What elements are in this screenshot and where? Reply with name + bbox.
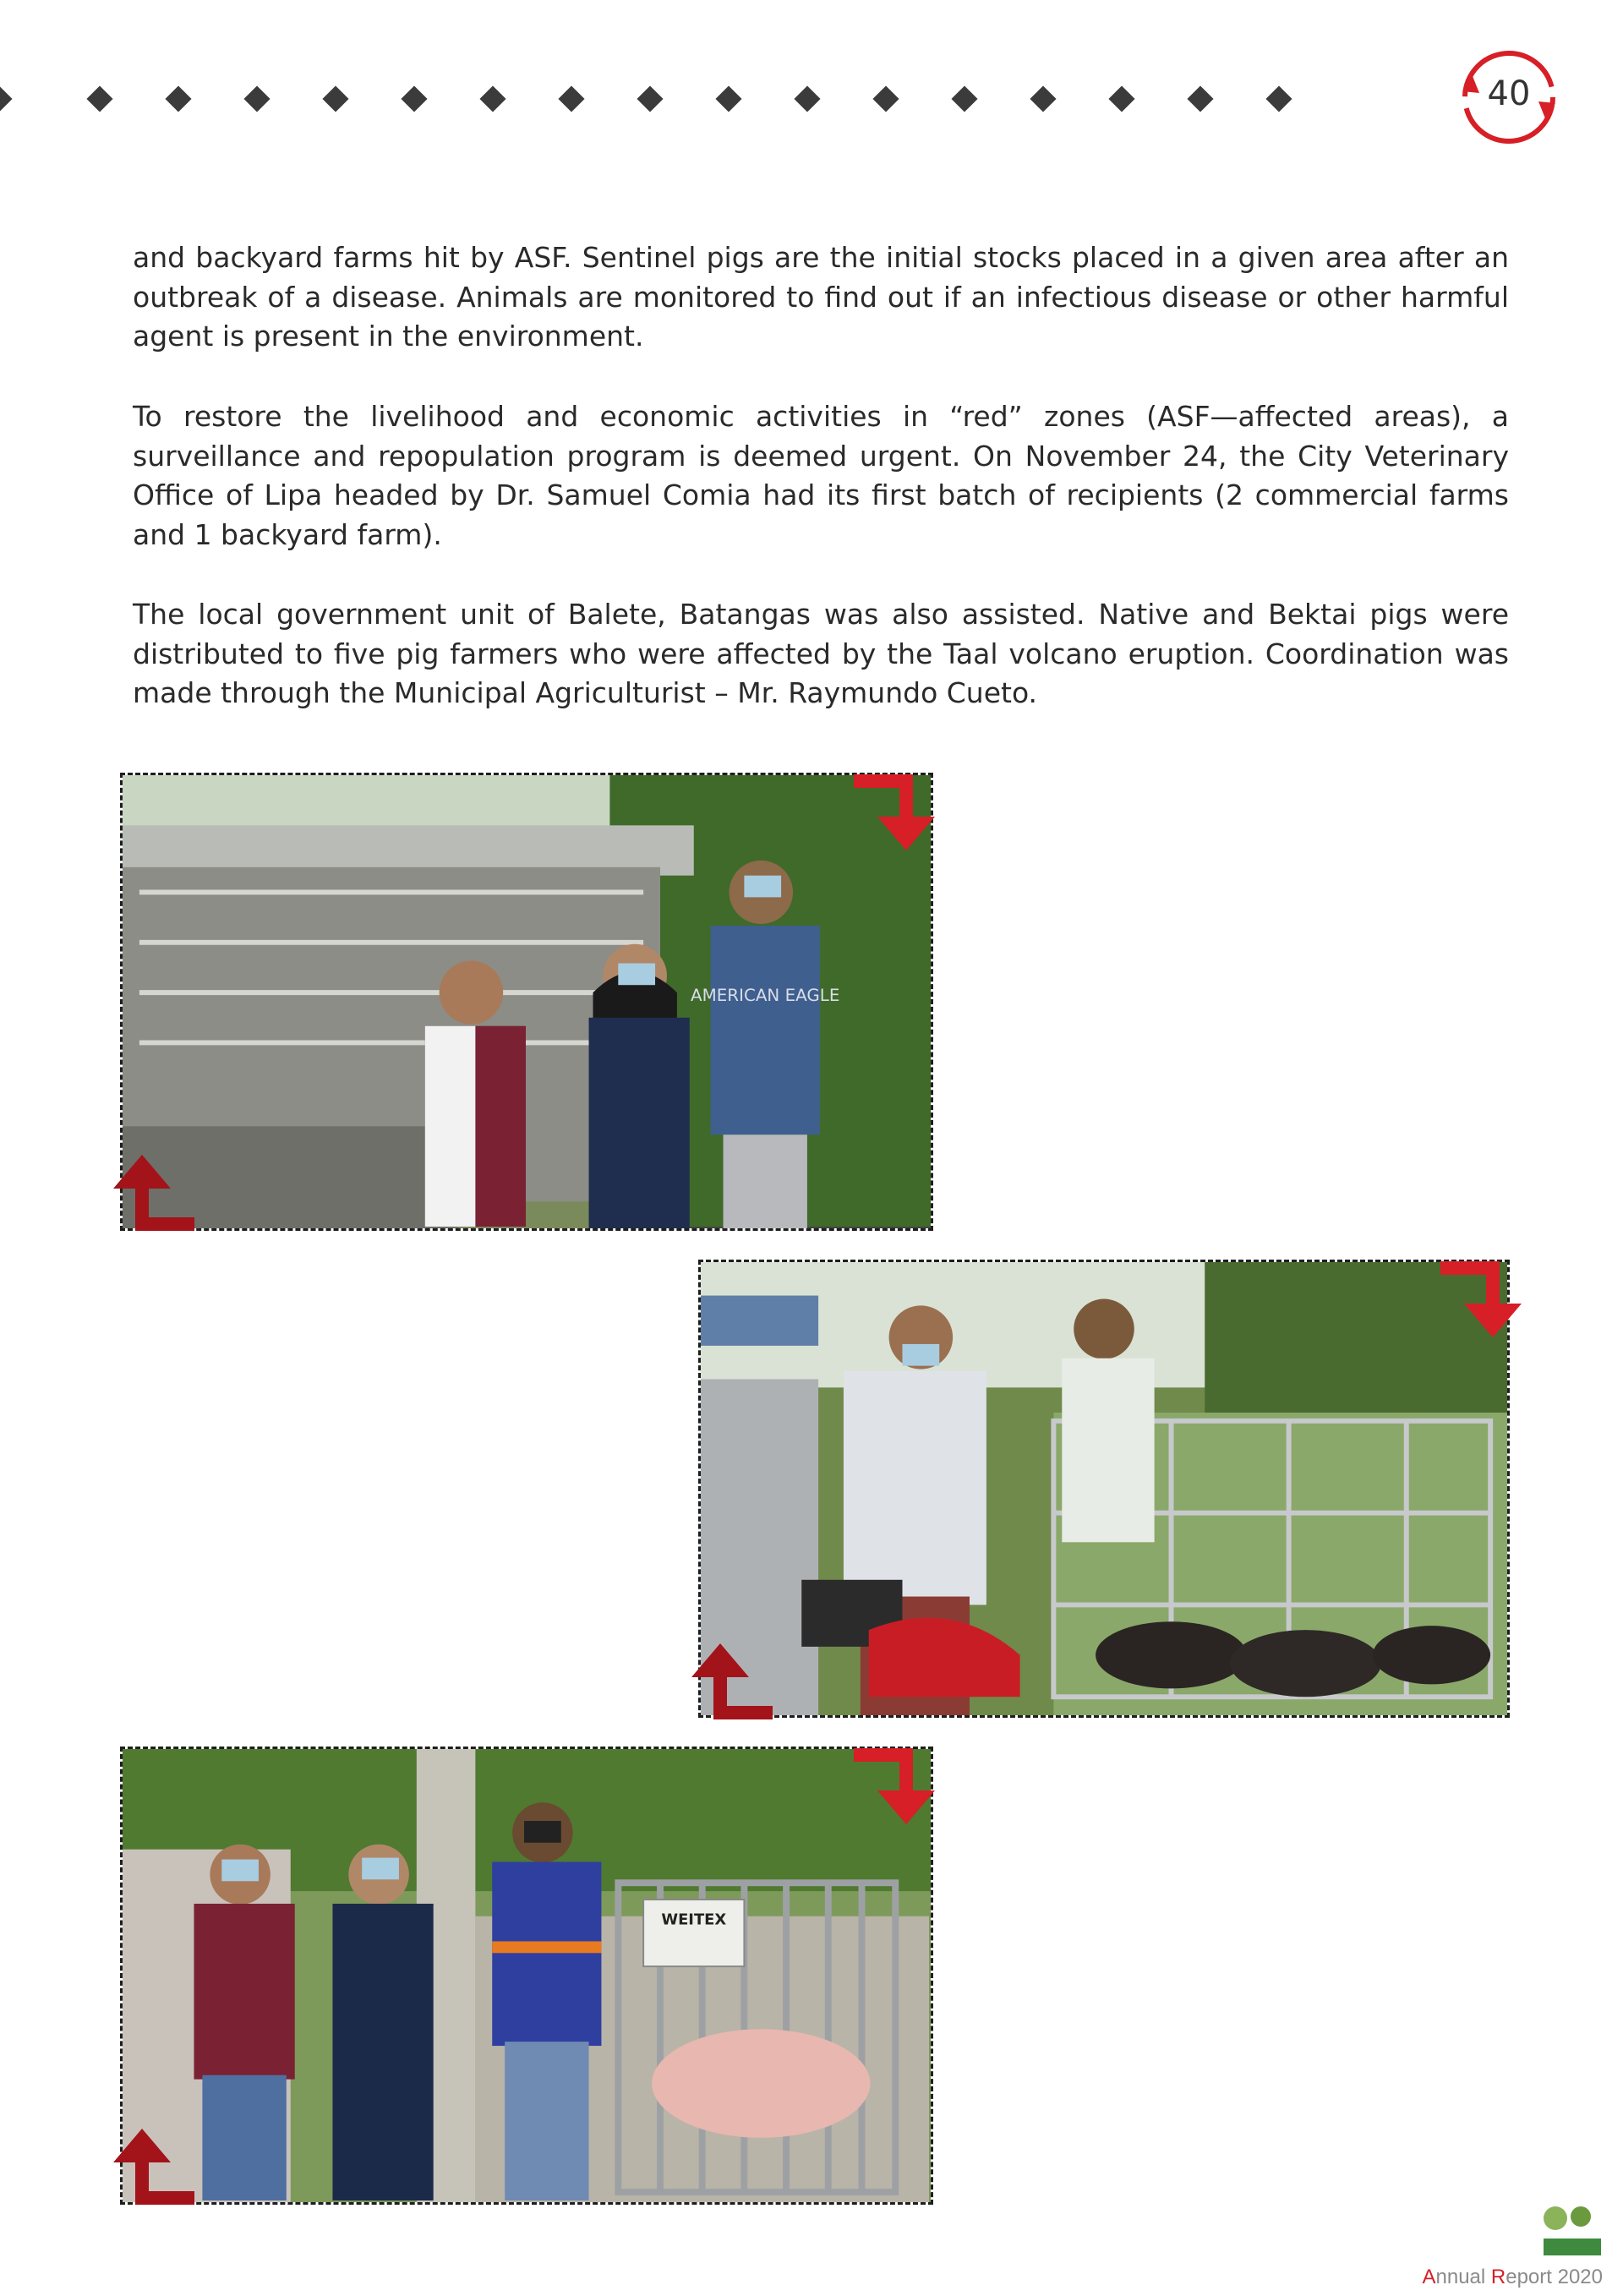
arrow-down-corner-icon: [1440, 1253, 1533, 1346]
header-diamond: [401, 85, 427, 112]
header-diamond: [165, 85, 191, 112]
page-number-badge: [1454, 51, 1564, 144]
photo-balete-farmers: [698, 1260, 1510, 1718]
header-diamond: [0, 85, 13, 112]
header-diamond: [243, 85, 270, 112]
footer-r: R: [1490, 2266, 1506, 2288]
header-diamond: [322, 85, 348, 112]
arrow-down-corner-icon: [854, 766, 947, 859]
header-diamond-row: [0, 83, 1319, 117]
footer-annual-report: [1422, 2266, 1603, 2289]
photo-lipa-scene: [123, 775, 931, 1228]
photo-lipa-recipients: [120, 773, 933, 1231]
photo-weighing-scene: [123, 1749, 931, 2202]
header-diamond: [1265, 85, 1292, 112]
header-diamond: [1030, 85, 1056, 112]
header-diamond: [951, 85, 977, 112]
header-diamond: [1187, 85, 1213, 112]
footer-text-1: nnual: [1435, 2266, 1491, 2288]
paragraph-balete-assistance: The local government unit of Balete, Batangas was also assisted. Native and Bektai pigs were distributed to five pig farmers who were affected by the Taal volcano eruption. Coordination was made through the Municipal Agriculturist – Mr. Raymundo Cueto.: [133, 598, 1509, 709]
scale-label: WEITEX: [661, 1911, 727, 1929]
header-diamond: [86, 85, 112, 112]
arrow-up-corner-icon: [680, 1635, 773, 1728]
paragraph-repopulation-program: To restore the livelihood and economic activities in “red” zones (ASF—affected areas), a surveillance and repopulation program is deemed urgent. On November 24, the City Veterinary Office of Lipa headed by Dr. Samuel Comia had its first batch of recipients (2 commercial farms and 1 backyard farm).: [133, 400, 1509, 551]
arrow-up-corner-icon: [101, 2120, 194, 2213]
arrow-down-corner-icon: [854, 1740, 947, 1833]
footer-a: A: [1422, 2266, 1436, 2288]
header-diamond: [637, 85, 663, 112]
header-diamond: [794, 85, 820, 112]
photo-balete-scene: [701, 1262, 1507, 1715]
page-number: 40: [1487, 74, 1531, 113]
shirt-text: AMERICAN EAGLE: [691, 986, 840, 1005]
header-diamond: [872, 85, 899, 112]
ati-itcph-logo: [1538, 2201, 1606, 2260]
header-diamond: [558, 85, 584, 112]
header-diamond: [715, 85, 741, 112]
person-farmer: [492, 1802, 601, 2200]
photo-weighing-scale: [120, 1747, 933, 2205]
header-diamond: [479, 85, 505, 112]
arrow-up-corner-icon: [101, 1146, 194, 1239]
paragraph-sentinel-pigs: and backyard farms hit by ASF. Sentinel pigs are the initial stocks placed in a given area after an outbreak of a disease. Animals are monitored to find out if an infectious disease or other harmful agent is present in the environment.: [133, 241, 1509, 353]
footer-text-2: eport 2020: [1506, 2266, 1603, 2288]
header-diamond: [1108, 85, 1134, 112]
